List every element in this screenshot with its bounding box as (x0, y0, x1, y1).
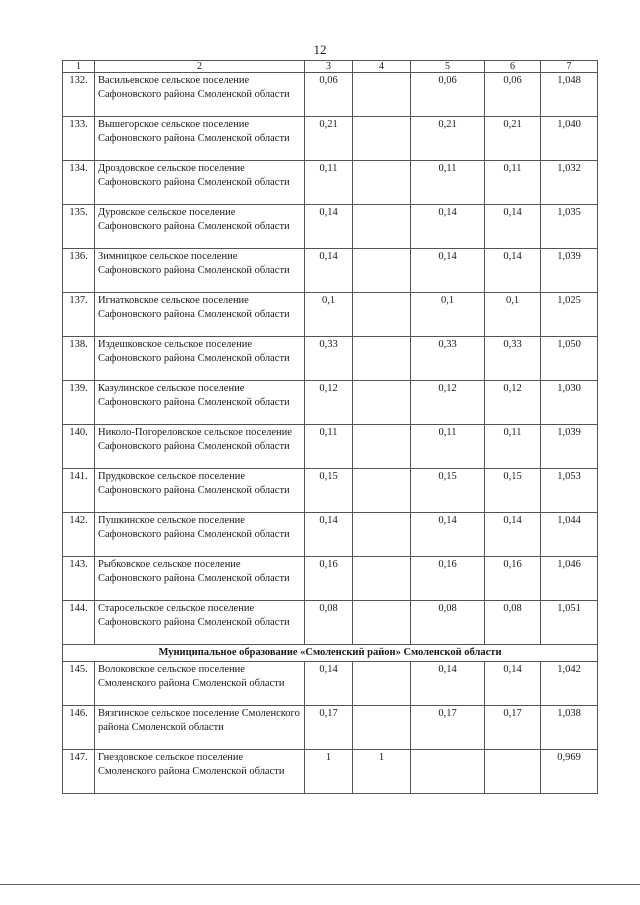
value-col4 (353, 381, 411, 425)
value-col7: 1,039 (541, 249, 598, 293)
table-row (63, 749, 598, 793)
settlement-name: Дуровское сельское поселение Сафоновского района Смоленской области (95, 205, 305, 249)
value-col5: 0,14 (411, 513, 485, 557)
value-col4 (353, 117, 411, 161)
value-col4 (353, 661, 411, 705)
table-row (63, 661, 598, 705)
column-number: 6 (485, 61, 541, 73)
value-col6: 0,15 (485, 469, 541, 513)
value-col3: 0,16 (305, 557, 353, 601)
value-col3: 0,11 (305, 425, 353, 469)
value-col5: 0,14 (411, 205, 485, 249)
value-col7: 1,040 (541, 117, 598, 161)
settlement-name: Старосельское сельское поселение Сафоновского района Смоленской области (95, 601, 305, 645)
value-col5: 0,14 (411, 661, 485, 705)
settlement-name: Казулинское сельское поселение Сафоновского района Смоленской области (95, 381, 305, 425)
table-row (63, 425, 598, 469)
row-number: 133. (63, 117, 95, 161)
value-col7: 1,051 (541, 601, 598, 645)
table-row (63, 249, 598, 293)
value-col6: 0,1 (485, 293, 541, 337)
value-col3: 0,06 (305, 73, 353, 117)
value-col5: 0,11 (411, 161, 485, 205)
bottom-rule (0, 884, 640, 885)
table-row (63, 73, 598, 117)
value-col6: 0,14 (485, 513, 541, 557)
value-col6: 0,14 (485, 249, 541, 293)
value-col3: 0,1 (305, 293, 353, 337)
value-col7: 1,048 (541, 73, 598, 117)
value-col6: 0,11 (485, 425, 541, 469)
table-body (63, 61, 598, 794)
value-col7: 1,042 (541, 661, 598, 705)
page-number: 12 (313, 42, 327, 57)
value-col4 (353, 293, 411, 337)
row-number: 135. (63, 205, 95, 249)
value-col6: 0,14 (485, 661, 541, 705)
value-col5: 0,17 (411, 705, 485, 749)
settlement-name: Николо-Погореловское сельское поселение Сафоновского района Смоленской области (95, 425, 305, 469)
row-number: 145. (63, 661, 95, 705)
row-number: 141. (63, 469, 95, 513)
value-col5: 0,08 (411, 601, 485, 645)
value-col3: 0,11 (305, 161, 353, 205)
value-col3: 0,33 (305, 337, 353, 381)
table-row (63, 469, 598, 513)
value-col4 (353, 205, 411, 249)
row-number: 134. (63, 161, 95, 205)
data-table (62, 60, 598, 794)
value-col4 (353, 73, 411, 117)
value-col4 (353, 705, 411, 749)
settlement-name: Рыбковское сельское поселение Сафоновского района Смоленской области (95, 557, 305, 601)
settlement-name: Вязгинское сельское поселение Смоленского района Смоленской области (95, 705, 305, 749)
row-number: 137. (63, 293, 95, 337)
row-number: 139. (63, 381, 95, 425)
value-col6: 0,12 (485, 381, 541, 425)
table-row (63, 705, 598, 749)
settlement-name: Волоковское сельское поселение Смоленского района Смоленской области (95, 661, 305, 705)
value-col3: 0,08 (305, 601, 353, 645)
value-col3: 0,14 (305, 249, 353, 293)
value-col5: 0,1 (411, 293, 485, 337)
value-col7: 1,038 (541, 705, 598, 749)
value-col3: 0,15 (305, 469, 353, 513)
value-col3: 0,14 (305, 661, 353, 705)
settlement-name: Дроздовское сельское поселение Сафоновского района Смоленской области (95, 161, 305, 205)
value-col6: 0,14 (485, 205, 541, 249)
value-col4: 1 (353, 749, 411, 793)
value-col5 (411, 749, 485, 793)
column-number: 7 (541, 61, 598, 73)
value-col7: 1,050 (541, 337, 598, 381)
value-col7: 1,025 (541, 293, 598, 337)
value-col6: 0,08 (485, 601, 541, 645)
table-row (63, 381, 598, 425)
section-row (63, 645, 598, 662)
row-number: 146. (63, 705, 95, 749)
settlement-name: Зимницкое сельское поселение Сафоновского района Смоленской области (95, 249, 305, 293)
column-number: 3 (305, 61, 353, 73)
value-col5: 0,11 (411, 425, 485, 469)
column-number: 5 (411, 61, 485, 73)
value-col7: 1,035 (541, 205, 598, 249)
value-col6: 0,16 (485, 557, 541, 601)
table-row (63, 293, 598, 337)
value-col5: 0,16 (411, 557, 485, 601)
value-col5: 0,15 (411, 469, 485, 513)
value-col4 (353, 513, 411, 557)
row-number: 140. (63, 425, 95, 469)
value-col4 (353, 161, 411, 205)
table-row (63, 601, 598, 645)
row-number: 147. (63, 749, 95, 793)
value-col6 (485, 749, 541, 793)
settlement-name: Васильевское сельское поселение Сафоновского района Смоленской области (95, 73, 305, 117)
value-col3: 0,21 (305, 117, 353, 161)
settlement-name: Издешковское сельское поселение Сафоновского района Смоленской области (95, 337, 305, 381)
settlement-name: Прудковское сельское поселение Сафоновского района Смоленской области (95, 469, 305, 513)
value-col5: 0,21 (411, 117, 485, 161)
value-col7: 1,044 (541, 513, 598, 557)
row-number: 138. (63, 337, 95, 381)
table-row (63, 557, 598, 601)
value-col6: 0,17 (485, 705, 541, 749)
value-col7: 1,032 (541, 161, 598, 205)
value-col7: 0,969 (541, 749, 598, 793)
section-header: Муниципальное образование «Смоленский район» Смоленской области (63, 645, 598, 662)
column-number: 2 (95, 61, 305, 73)
value-col6: 0,33 (485, 337, 541, 381)
value-col3: 0,17 (305, 705, 353, 749)
table-row (63, 161, 598, 205)
value-col6: 0,06 (485, 73, 541, 117)
settlement-name: Вышегорское сельское поселение Сафоновского района Смоленской области (95, 117, 305, 161)
value-col6: 0,11 (485, 161, 541, 205)
value-col7: 1,030 (541, 381, 598, 425)
row-number: 132. (63, 73, 95, 117)
value-col4 (353, 249, 411, 293)
table-row (63, 205, 598, 249)
column-number: 1 (63, 61, 95, 73)
value-col3: 1 (305, 749, 353, 793)
value-col5: 0,06 (411, 73, 485, 117)
value-col3: 0,12 (305, 381, 353, 425)
settlement-name: Гнездовское сельское поселение Смоленского района Смоленской области (95, 749, 305, 793)
value-col7: 1,046 (541, 557, 598, 601)
table-row (63, 337, 598, 381)
value-col7: 1,053 (541, 469, 598, 513)
value-col5: 0,14 (411, 249, 485, 293)
value-col5: 0,12 (411, 381, 485, 425)
row-number: 144. (63, 601, 95, 645)
column-number-row (63, 61, 598, 73)
row-number: 143. (63, 557, 95, 601)
value-col3: 0,14 (305, 513, 353, 557)
value-col5: 0,33 (411, 337, 485, 381)
table-row (63, 513, 598, 557)
value-col4 (353, 337, 411, 381)
value-col4 (353, 425, 411, 469)
value-col3: 0,14 (305, 205, 353, 249)
settlement-name: Пушкинское сельское поселение Сафоновского района Смоленской области (95, 513, 305, 557)
value-col7: 1,039 (541, 425, 598, 469)
value-col4 (353, 469, 411, 513)
row-number: 142. (63, 513, 95, 557)
row-number: 136. (63, 249, 95, 293)
value-col4 (353, 601, 411, 645)
settlement-name: Игнатковское сельское поселение Сафоновского района Смоленской области (95, 293, 305, 337)
column-number: 4 (353, 61, 411, 73)
value-col4 (353, 557, 411, 601)
table-row (63, 117, 598, 161)
value-col6: 0,21 (485, 117, 541, 161)
